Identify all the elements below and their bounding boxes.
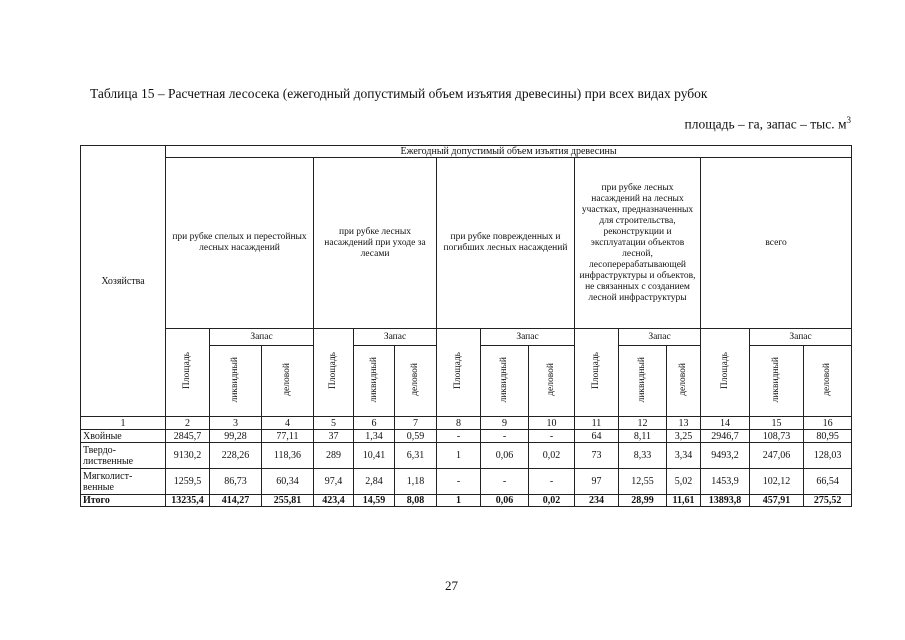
table-cell: 108,73 [750, 430, 804, 443]
table-cell: 234 [575, 495, 619, 507]
header-area-label: Площадь [453, 351, 463, 390]
table-cell: 11,61 [667, 495, 701, 507]
table-cell: - [529, 430, 575, 443]
table-cell: 10,41 [354, 443, 395, 469]
column-number: 13 [667, 417, 701, 430]
table-cell: 60,34 [262, 469, 314, 495]
table-cell: - [481, 469, 529, 495]
table-cell: 97,4 [314, 469, 354, 495]
page-number: 27 [445, 578, 458, 593]
header-business-label: деловой [282, 363, 292, 396]
header-area [437, 329, 481, 417]
header-liquid-label: ликвидный [637, 356, 647, 403]
table-cell: 13235,4 [166, 495, 210, 507]
header-liquid [210, 346, 262, 417]
table-cell: 5,02 [667, 469, 701, 495]
header-liquid-label: ликвидный [499, 356, 509, 403]
header-area-label: Площадь [719, 351, 730, 390]
total-row [81, 495, 852, 507]
table-cell: 118,36 [262, 443, 314, 469]
header-area-label: Площадь [182, 351, 192, 390]
column-number: 4 [262, 417, 314, 430]
column-number: 15 [750, 417, 804, 430]
table-cell: 1453,9 [701, 469, 750, 495]
header-business-label: деловой [822, 363, 833, 396]
table-cell: 8,08 [395, 495, 437, 507]
header-stock: Запас [619, 329, 701, 346]
table-cell: 0,02 [529, 495, 575, 507]
header-business [804, 346, 852, 417]
column-number: 11 [575, 417, 619, 430]
table-cell: 0,06 [481, 495, 529, 507]
table-cell: 77,11 [262, 430, 314, 443]
header-liquid-label: ликвидный [368, 356, 379, 403]
table-cell: 66,54 [804, 469, 852, 495]
table-cell: 423,4 [314, 495, 354, 507]
table-row [81, 469, 852, 495]
header-stock: Запас [354, 329, 437, 346]
table-cell: 1259,5 [166, 469, 210, 495]
units-text: площадь – га, запас – тыс. м [684, 116, 847, 132]
header-stock: Запас [210, 329, 314, 346]
table-cell: - [437, 430, 481, 443]
row-name: Твердо-лиственные [81, 443, 166, 469]
header-business-label: деловой [410, 363, 420, 396]
table-cell: 128,03 [804, 443, 852, 469]
table-cell: 37 [314, 430, 354, 443]
header-group-damaged: при рубке поврежденных и погибших лесных насаждений [437, 158, 575, 329]
table-row [81, 430, 852, 443]
table-cell: - [529, 469, 575, 495]
table-cell: 414,27 [210, 495, 262, 507]
table-cell: 13893,8 [701, 495, 750, 507]
table-cell: 9493,2 [701, 443, 750, 469]
table-cell: 12,55 [619, 469, 667, 495]
header-business [667, 346, 701, 417]
units-superscript: 3 [846, 115, 851, 125]
header-top: Ежегодный допустимый объем изъятия древесины [166, 146, 852, 158]
header-farms: Хозяйства [81, 146, 166, 417]
table-cell: 2,84 [354, 469, 395, 495]
table-cell: 0,02 [529, 443, 575, 469]
header-liquid [481, 346, 529, 417]
table-cell: 3,25 [667, 430, 701, 443]
table-cell: 99,28 [210, 430, 262, 443]
table-cell: 1,18 [395, 469, 437, 495]
table-cell: 255,81 [262, 495, 314, 507]
column-number: 5 [314, 417, 354, 430]
units-note [684, 115, 851, 133]
header-stock: Запас [750, 329, 852, 346]
header-area [166, 329, 210, 417]
table-cell: 14,59 [354, 495, 395, 507]
header-business-label: деловой [678, 363, 688, 396]
header-business [395, 346, 437, 417]
row-name: Хвойные [81, 430, 166, 443]
table-cell: 2946,7 [701, 430, 750, 443]
table-cell: - [481, 430, 529, 443]
header-business-label: деловой [546, 363, 556, 396]
column-number: 14 [701, 417, 750, 430]
header-group-mature: при рубке спелых и перестойных лесных насаждений [166, 158, 314, 329]
header-liquid [750, 346, 804, 417]
column-number: 10 [529, 417, 575, 430]
harvest-table [80, 145, 852, 507]
table-cell: 97 [575, 469, 619, 495]
header-business [262, 346, 314, 417]
table-cell: 64 [575, 430, 619, 443]
column-number: 6 [354, 417, 395, 430]
header-liquid-label: ликвидный [230, 356, 240, 403]
table-cell: 80,95 [804, 430, 852, 443]
row-name: Мягколист-венные [81, 469, 166, 495]
table-cell: 289 [314, 443, 354, 469]
header-liquid [619, 346, 667, 417]
column-number: 9 [481, 417, 529, 430]
row-name: Итого [81, 495, 166, 507]
table-cell: 86,73 [210, 469, 262, 495]
table-cell: 275,52 [804, 495, 852, 507]
table-cell: 0,59 [395, 430, 437, 443]
table-cell: 28,99 [619, 495, 667, 507]
column-number: 2 [166, 417, 210, 430]
table-cell: 457,91 [750, 495, 804, 507]
header-group-construction: при рубке лесных насаждений на лесных участках, предназначенных для строительства, реконструкции и эксплуатации объектов лесной, лесоперерабатывающей инфраструктуры и объектов, не связанных с созданием лесной инфраструктуры [575, 158, 701, 329]
table-cell: 1 [437, 495, 481, 507]
header-business [529, 346, 575, 417]
column-numbers-row [81, 417, 852, 430]
header-stock: Запас [481, 329, 575, 346]
header-area-label: Площадь [591, 351, 601, 390]
table-cell: 1 [437, 443, 481, 469]
column-number: 8 [437, 417, 481, 430]
column-number: 1 [81, 417, 166, 430]
table-cell: 1,34 [354, 430, 395, 443]
header-group-thinning: при рубке лесных насаждений при уходе за лесами [314, 158, 437, 329]
table-cell: 3,34 [667, 443, 701, 469]
table-cell: 2845,7 [166, 430, 210, 443]
header-group-total: всего [701, 158, 852, 329]
table-cell: 0,06 [481, 443, 529, 469]
column-number: 16 [804, 417, 852, 430]
column-number: 12 [619, 417, 667, 430]
table-cell: 8,11 [619, 430, 667, 443]
table-cell: 9130,2 [166, 443, 210, 469]
header-liquid-label: ликвидный [771, 356, 781, 403]
table-cell: - [437, 469, 481, 495]
header-area [314, 329, 354, 417]
column-number: 7 [395, 417, 437, 430]
header-liquid [354, 346, 395, 417]
table-row [81, 443, 852, 469]
table-cell: 102,12 [750, 469, 804, 495]
table-cell: 247,06 [750, 443, 804, 469]
column-number: 3 [210, 417, 262, 430]
table-cell: 8,33 [619, 443, 667, 469]
table-cell: 6,31 [395, 443, 437, 469]
header-area [701, 329, 750, 417]
table-cell: 73 [575, 443, 619, 469]
table-caption: Таблица 15 – Расчетная лесосека (ежегодный допустимый объем изъятия древесины) при всех видах рубок [90, 86, 708, 101]
table-cell: 228,26 [210, 443, 262, 469]
header-area-label: Площадь [328, 351, 338, 390]
header-area [575, 329, 619, 417]
